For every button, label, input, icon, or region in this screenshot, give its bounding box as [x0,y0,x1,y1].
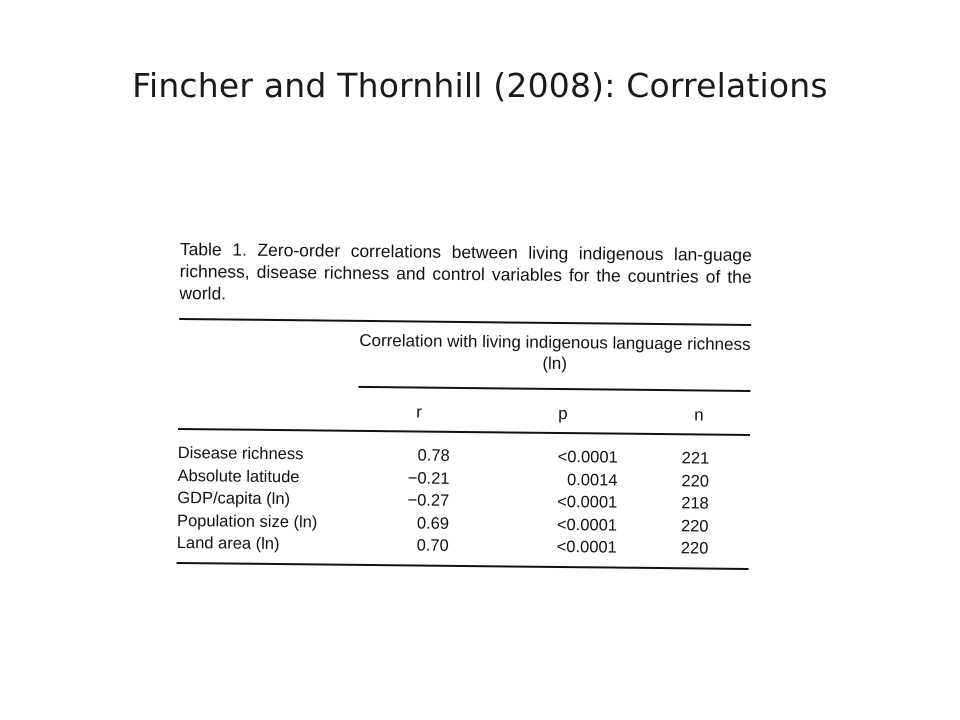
table-top-rule [179,318,751,326]
table-caption: Table 1. Zero-order correlations between living indigenous lan-guage richness, disease richness and control variables for the countries of the world. [179,238,752,304]
cell-n: 220 [680,516,709,536]
cell-p: <0.0001 [557,492,618,512]
cell-n: 220 [681,471,710,491]
table-bottom-rule [177,562,749,570]
header-rule [178,428,750,436]
cell-p: <0.0001 [556,515,618,535]
row-label: Land area (ln) [176,533,280,554]
column-header-r: r [416,402,422,422]
row-label: Population size (ln) [176,511,318,531]
row-label: GDP/capita (ln) [177,488,291,509]
row-label: Absolute latitude [177,466,300,486]
slide-title: Fincher and Thornhill (2008): Correlations [132,66,828,105]
cell-r: −0.27 [407,491,450,510]
table-figure [177,238,752,576]
table-body [177,442,750,560]
cell-r: 0.78 [417,446,450,465]
column-group-header: Correlation with living indigenous language richness (ln) [359,330,751,374]
cell-p: 0.0014 [566,470,618,490]
column-header-p: p [558,403,568,424]
cell-r: 0.70 [416,536,449,555]
table-row [177,532,749,560]
cell-n: 221 [681,449,710,468]
cell-r: 0.69 [416,513,450,533]
cell-n: 218 [681,494,709,513]
row-label: Disease richness [177,443,304,464]
column-header-n: n [694,405,704,425]
cell-r: −0.21 [407,468,450,488]
column-group-rule [358,386,750,392]
cell-n: 220 [680,539,709,558]
cell-p: <0.0001 [556,537,617,557]
cell-p: <0.0001 [557,447,618,467]
